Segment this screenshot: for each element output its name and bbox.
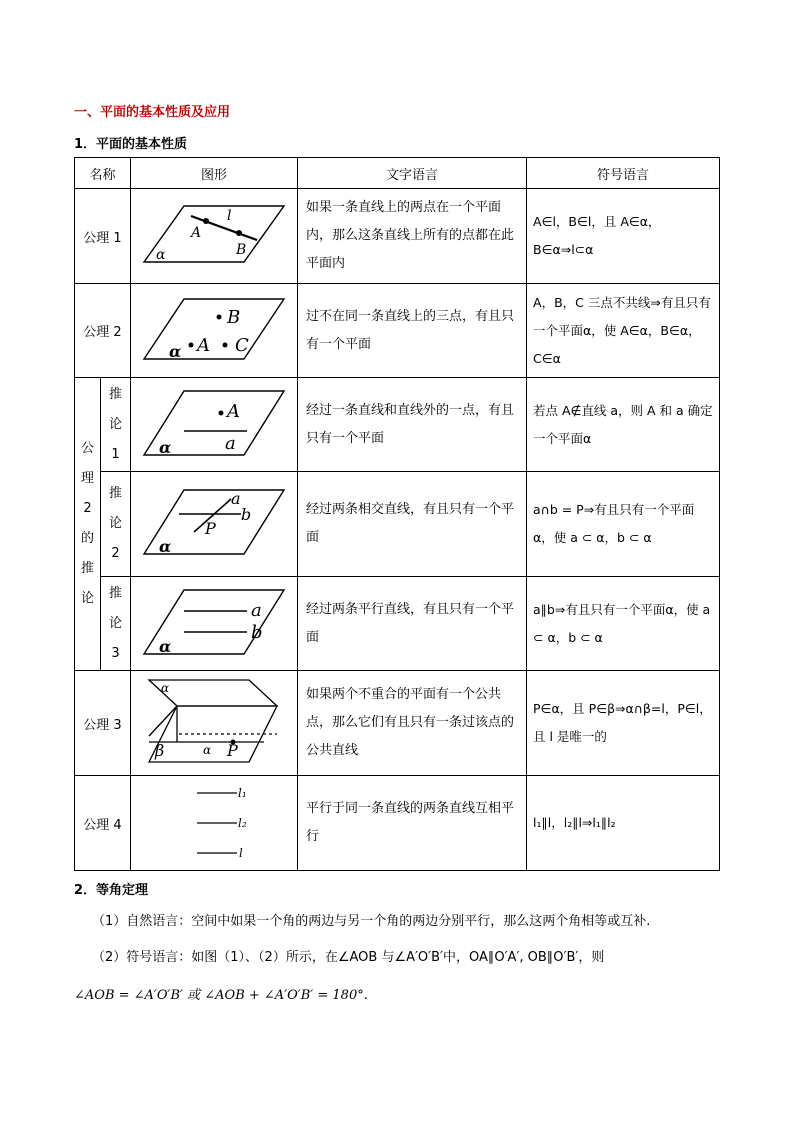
- line-l-label: l: [227, 208, 232, 224]
- line-l-label: l: [239, 846, 243, 860]
- heading-equal-angle-theorem: 2．等角定理: [74, 883, 149, 898]
- point-A-label: A: [227, 400, 241, 422]
- paragraph-symbol-language: （2）符号语言：如图（1）、（2）所示，在∠AOB 与∠A′O′B′中，OA∥O′A′, OB∥O′B′，则: [92, 950, 605, 965]
- table-row: [75, 378, 720, 472]
- line-l1-label: l₁: [238, 786, 247, 800]
- plane-alpha-label: α: [169, 341, 182, 361]
- row-text: 经过两条相交直线，有且只有一个平面: [298, 472, 527, 577]
- plane-alpha-label: α: [156, 247, 166, 263]
- row-text: 如果两个不重合的平面有一个公共点，那么它们有且只有一条过该点的公共直线: [298, 671, 527, 776]
- table-row: [75, 671, 720, 776]
- plane-alpha-label-2: α: [203, 743, 212, 757]
- row-name: 公理 4: [75, 776, 131, 871]
- paragraph-natural-language: （1）自然语言：空间中如果一个角的两边与另一个角的两边分别平行，那么这两个角相等或互补.: [92, 914, 651, 929]
- corollary3-diagram: [139, 582, 289, 662]
- merged-char: 推: [80, 561, 94, 576]
- row-symbol: 若点 A∉直线 a，则 A 和 a 确定一个平面α: [527, 378, 720, 472]
- merged-char: 论: [80, 591, 94, 606]
- table-row: [75, 284, 720, 378]
- point-A-label: A: [197, 334, 211, 356]
- figure-axiom4: [131, 776, 298, 871]
- plane-beta-label: β: [155, 741, 165, 760]
- point-A-label: A: [191, 225, 202, 241]
- figure-corollary1: [131, 378, 298, 472]
- line-b-label: b: [241, 505, 252, 524]
- plane-alpha-label: α: [161, 681, 170, 695]
- row-name: 公理 1: [75, 189, 131, 284]
- line-a-label: a: [231, 489, 241, 508]
- line-b-label: b: [251, 621, 263, 643]
- row-symbol: A，B，C 三点不共线⇒有且只有一个平面α，使 A∈α，B∈α，C∈α: [527, 284, 720, 378]
- table-row: [75, 776, 720, 871]
- row-symbol: l₁∥l，l₂∥l⇒l₁∥l₂: [527, 776, 720, 871]
- point-B-label: B: [236, 242, 247, 258]
- line-a-label: a: [225, 432, 236, 454]
- row-text: 经过一条直线和直线外的一点，有且只有一个平面: [298, 378, 527, 472]
- axiom1-diagram: [139, 194, 289, 274]
- row-symbol: a∩b = P⇒有且只有一个平面α，使 a ⊂ α，b ⊂ α: [527, 472, 720, 577]
- merged-char: 公: [80, 441, 94, 456]
- figure-corollary2: [131, 472, 298, 577]
- row-text: 经过两条平行直线，有且只有一个平面: [298, 577, 527, 671]
- point-B-label: B: [227, 306, 241, 328]
- table-row: [75, 189, 720, 284]
- axiom4-diagram: [139, 779, 289, 863]
- plane-alpha-label: α: [159, 437, 172, 457]
- merged-label-axiom2-corollaries: [75, 378, 101, 671]
- plane-alpha-label: α: [159, 636, 172, 656]
- merged-char: 2: [83, 501, 92, 516]
- header-name: 名称: [75, 158, 131, 189]
- point-P-label: P: [205, 519, 216, 538]
- figure-axiom2: [131, 284, 298, 378]
- row-symbol: a∥b⇒有且只有一个平面α，使 a ⊂ α，b ⊂ α: [527, 577, 720, 671]
- merged-char: 的: [80, 531, 94, 546]
- header-symbol: 符号语言: [527, 158, 720, 189]
- corollary2-diagram: [139, 482, 289, 562]
- figure-corollary3: [131, 577, 298, 671]
- row-text: 平行于同一条直线的两条直线互相平行: [298, 776, 527, 871]
- row-name: 公理 3: [75, 671, 131, 776]
- row-name: 公理 2: [75, 284, 131, 378]
- corollary1-diagram: [139, 383, 289, 463]
- row-text: 过不在同一条直线上的三点，有且只有一个平面: [298, 284, 527, 378]
- table-row: [75, 577, 720, 671]
- axiom2-diagram: [139, 289, 289, 369]
- header-text: 文字语言: [298, 158, 527, 189]
- properties-table: [74, 157, 720, 871]
- heading-plane-properties: 1．平面的基本性质: [74, 137, 188, 152]
- row-name: 推 论 2: [101, 472, 131, 577]
- axiom3-diagram: [139, 676, 289, 766]
- paragraph-formula: ∠AOB = ∠A′O′B′ 或 ∠AOB + ∠A′O′B′ = 180°.: [74, 988, 368, 1003]
- heading-section-1: 一、平面的基本性质及应用: [74, 105, 231, 120]
- row-symbol: P∈α，且 P∈β⇒α∩β=l，P∈l，且 l 是唯一的: [527, 671, 720, 776]
- plane-alpha-label: α: [159, 537, 172, 556]
- figure-axiom1: [131, 189, 298, 284]
- table-header-row: [75, 158, 720, 189]
- row-name: 推 论 1: [101, 378, 131, 472]
- row-name: 推 论 3: [101, 577, 131, 671]
- merged-char: 理: [80, 471, 94, 486]
- row-symbol: A∈l，B∈l，且 A∈α，B∈α⇒l⊂α: [527, 189, 720, 284]
- point-P-label: P: [227, 741, 238, 760]
- table-row: [75, 472, 720, 577]
- line-l2-label: l₂: [238, 816, 247, 830]
- line-a-label: a: [251, 599, 262, 621]
- header-figure: 图形: [131, 158, 298, 189]
- figure-axiom3: [131, 671, 298, 776]
- point-C-label: C: [235, 334, 249, 356]
- row-text: 如果一条直线上的两点在一个平面内，那么这条直线上所有的点都在此平面内: [298, 189, 527, 284]
